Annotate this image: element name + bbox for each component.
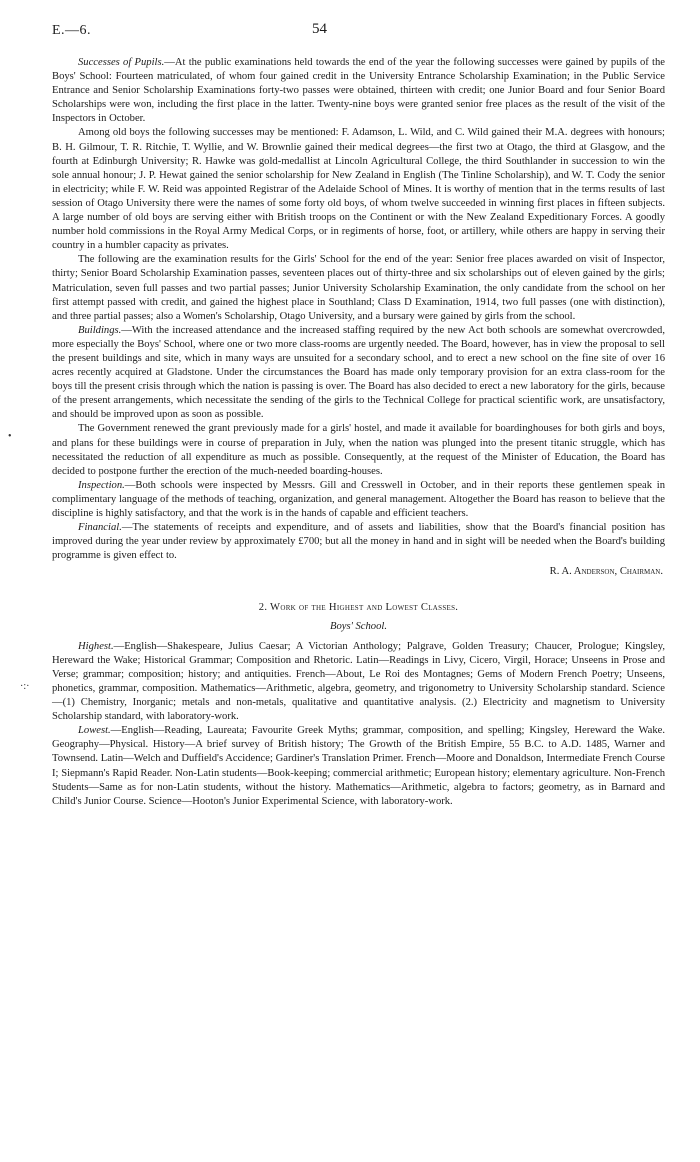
paragraph-successes: Successes of Pupils.—At the public examinations held towards the end of the year the following successes were gained by pupils of the Boys' School: Fourteen matriculated, of whom four gained credit in the University Entrance Scholarship Examination; in the Public Service Entrance and Senior Scholarship Examinations forty-two passes were obtained, thirteen with credit; one Junior Board and four Senior Board Scholarships were won, including the first place in the latter. Twenty-nine boys were granted senior free places as the result of the visit of the Inspectors in October. (52, 57, 665, 125)
signature-title: Chairman. (619, 566, 663, 578)
section-title: 2. Work of the Highest and Lowest Classes. (258, 602, 459, 614)
paragraph-lowest: Lowest.—English—Reading, Laureata; Favourite Greek Myths; grammar, composition, and spelling; Kingsley, Hereward the Wake. Geography—Physical. History—A brief survey of British history; The Growth of the British Empire, 55 B.C. to A.D. 1485, Warner and Townsend. Latin—Welch and Duffield's Accidence; Gardiner's Translation Primer. French—Moore and Donaldson, Intermediate French Course I; Siepmann's Rapid Reader. Non-Latin students—Book-keeping; commercial arithmetic; European history; elementary agriculture. Non-French Students—Same as for non-Latin students, without the history. Mathematics—Arithmetic, algebra to factors; geometry, as in Barnard and Child's Junior Course. Science—Hooton's Junior Experimental Science, with laboratory-work. (52, 725, 665, 807)
page-header (52, 20, 665, 46)
paragraph-financial: Financial.—The statements of receipts and expenditure, and of assets and liabilities, show that the Board's financial position has improved during the year under review by approximately £700; but all the money in hand and in sight will be needed when the Board's building programme is given effect to. (52, 522, 665, 562)
section-subtitle: Boys' School. (330, 620, 387, 632)
paragraph-girls-results: The following are the examination results for the Girls' School for the end of the year: Senior free places awarded on visit of Inspector, thirty; Senior Board Scholarship Examination passes, seventeen places out of thirty-three and six scholarships out of eleven gained by the girls; Matriculation, seven full passes and two partial passes; Junior University Scholarship Examination, the only candidate from the school on her first attempt passed with credit, and gained the highest place in Southland; Class D Examination, 1914, two full passes (one with distinction), and three partial passes; also a Women's Scholarship, Otago University, and a bursary were gained by girls from the school. (52, 254, 665, 322)
signature-name: R. A. Anderson, (549, 566, 618, 578)
paragraph-old-boys: Among old boys the following successes may be mentioned: F. Adamson, L. Wild, and C. Wild gained their M.A. degrees with honours; B. H. Gilmour, T. R. Ritchie, T. Wyllie, and W. Brownlie gained their medical degrees—the first two at Otago, the third at Glasgow, and the fourth at Edinburgh University; R. Hawke was gold-medallist at Lincoln Agricultural College, the third Southlander in succession to win the sole annual honour; J. P. Hewat gained the senior scholarship for New Zealand in English (The Tinline Scholarship), and W. T. Cody the senior in electricity; while F. W. Reid was appointed Registrar of the Adelaide School of Mines. It is worthy of mention that in the terms results of last session of Otago University there were the names of some forty old boys, of whom twelve succeeded in winning first places in fifteen subjects. A large number of old boys are serving either with British troops on the Continent or with the New Zealand Expeditionary Forces. A goodly number hold commissions in the Royal Army Medical Corps, or in regiments of horse, foot, or artillery, while others are happy in serving their country in a humbler capacity as privates. (52, 127, 665, 252)
paragraph-inspection: Inspection.—Both schools were inspected by Messrs. Gill and Cresswell in October, and in their reports these gentlemen speak in complimentary language of the methods of teaching, organization, and general management. Altogether the Board has reason to believe that the discipline is highly satisfactory, and that the work is in the hands of capable and efficient teachers. (52, 479, 665, 519)
margin-mark: ·:· (20, 681, 30, 692)
paragraph-government-grant: The Government renewed the grant previously made for a girls' hostel, and made it available for boardinghouses for both girls and boys, and plans for these buildings were in course of preparation in July, when the nation was plunged into the present titanic struggle, which has necessitated the reduction of all expenditure as much as possible. Consequently, at the request of the Minister of Education, the Board has decided to postpone further the erection of the much-needed boarding-houses. (52, 423, 665, 477)
margin-mark: • (8, 431, 12, 442)
series-number: E.—6. (52, 23, 92, 38)
signature (52, 565, 665, 579)
paragraph-buildings: Buildings.—With the increased attendance and the increased staffing required by the new Act both schools are somewhat overcrowded, more especially the Boys' School, where one or two more class-rooms are urgently needed. The Board, however, has in view the proposal to sell the present buildings and site, which in many ways are unsuited for a secondary school, and to erect a new school on the fine site of over 16 acres recently acquired at Gladstone. Under the circumstances the Board has made only temporary provision for an extra class-room for the boys till the present crisis through which the nation is passing is over. The Board has also decided to erect a new laboratory for the girls, because of the present arrangements, which necessitate the sending of the girls to the Technical College for practical scientific work, are unsatisfactory, and should be improved upon as soon as possible. (52, 324, 665, 421)
page-number: 54 (312, 21, 327, 37)
paragraph-highest: Highest.—English—Shakespeare, Julius Caesar; A Victorian Anthology; Palgrave, Golden Treasury; Chaucer, Prologue; Kingsley, Hereward the Wake; Historical Grammar; Composition and Rhetoric. Latin—Readings in Livy, Cicero, Virgil, Horace; Unseens in Prose and Verse; grammar; composition; history; and antiquities. French—About, Le Roi des Montagnes; Gems of Modern French Poetry; Unseens, phonetics, grammar, composition. Mathematics—Arithmetic, algebra, geometry, and trigonometry to University Scholarship standard. Science—(1) Chemistry, Inorganic; metals and non-metals, qualitative and quantitative analysis. (2.) Electricity and magnetism to University Scholarship standard, with laboratory-work. (52, 640, 665, 723)
